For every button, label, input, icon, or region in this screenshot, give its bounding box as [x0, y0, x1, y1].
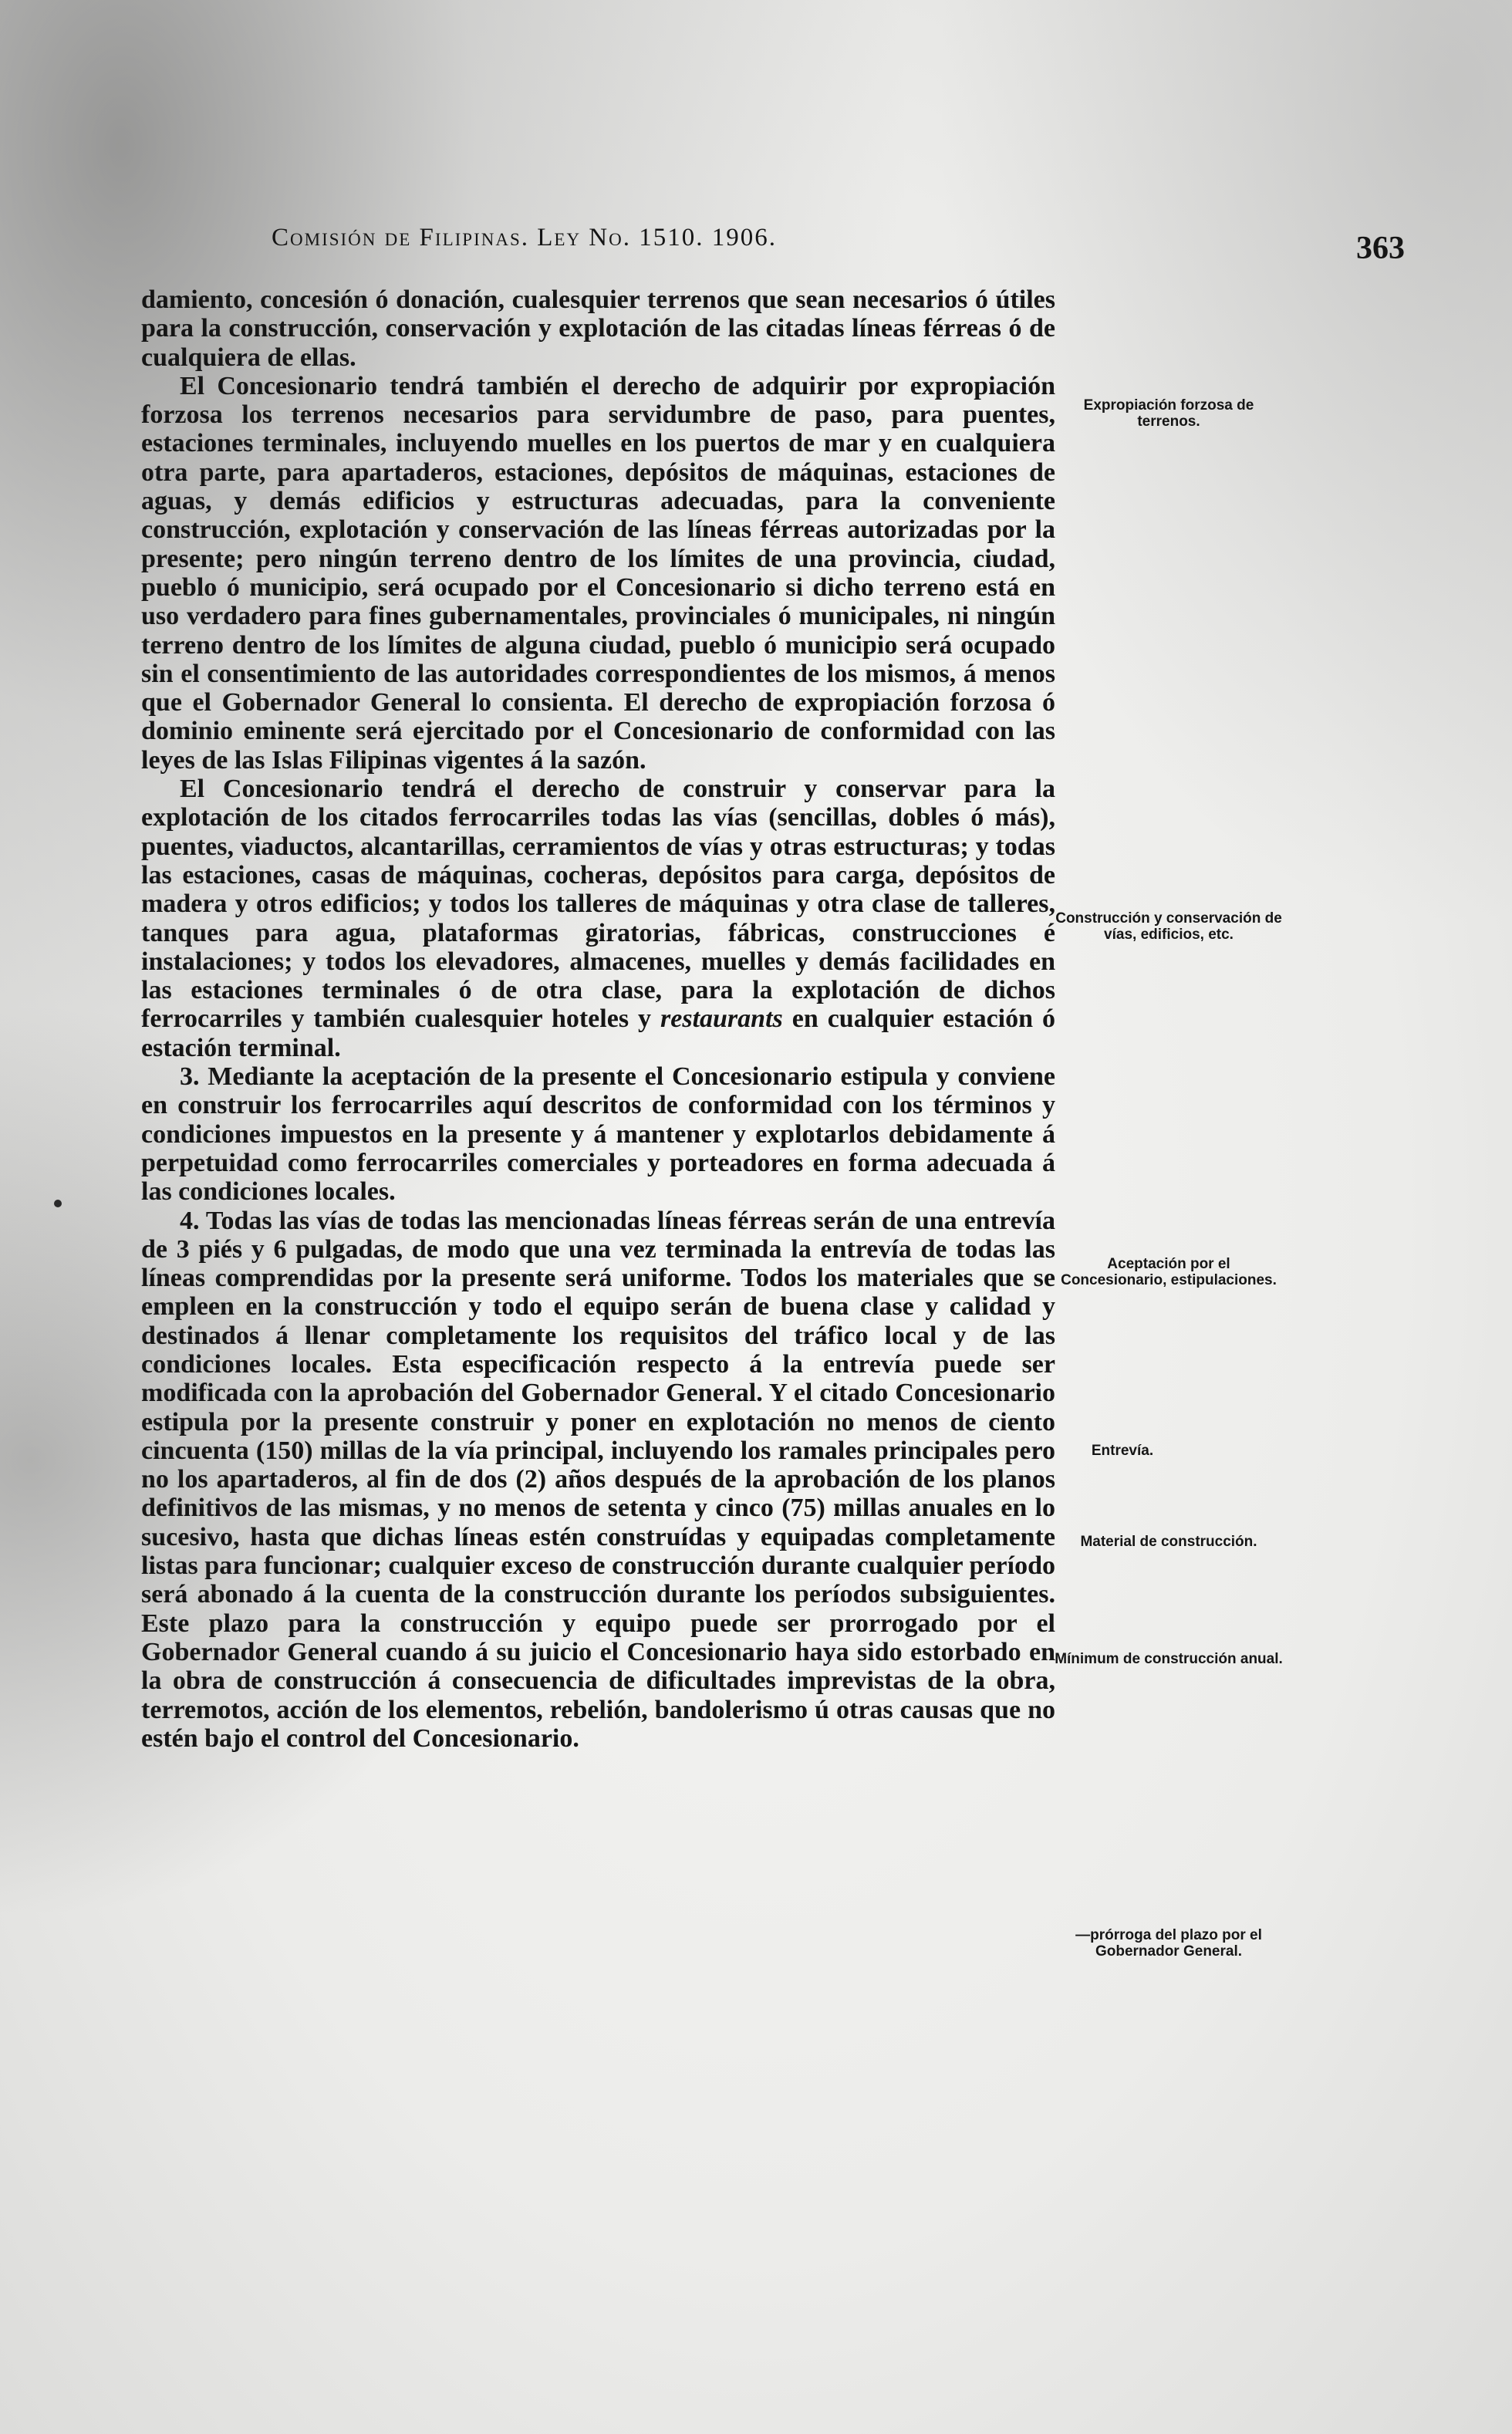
- margin-note-acceptance: Aceptación por el Concesionario, estipulaciones.: [1061, 1256, 1277, 1288]
- paragraph-construction: [141, 775, 1055, 1062]
- paragraph-section-4: 4. Todas las vías de todas las mencionadas líneas férreas serán de una entrevía de 3 piés y 6 pulgadas, de modo que una vez terminada la entrevía de todas las líneas comprendidas por la presente será uniforme. Todos los materiales que se empleen en la construcción y todo el equipo serán de buena clase y calidad y destinados á llenar completamente los requisitos del tráfico local y de las condiciones locales. Esta especificación respecto á la entrevía puede ser modificada con la aprobación del Gobernador General. Y el citado Concesionario estipula por la presente construir y poner en explotación no menos de ciento cincuenta (150) millas de la vía principal, incluyendo los ramales principales pero no los apartaderos, al fin de dos (2) años después de la aprobación de los planos definitivos de las mismas, y no menos de setenta y cinco (75) millas anuales en lo sucesivo, hasta que dichas líneas estén construídas y equipadas completamente listas para funcionar; cualquier exceso de construcción durante cualquier período será abonado á la cuenta de la construcción durante los períodos subsiguientes. Este plazo para la construcción y equipo puede ser prorrogado por el Gobernador General cuando á su juicio el Concesionario haya sido estorbado en la obra de construcción á consecuencia de dificultades imprevistas de la obra, terremotos, acción de los elementos, rebelión, bandolerismo ú otras causas que no estén bajo el control del Concesionario.: [141, 1206, 1055, 1753]
- margin-note-minimum: Mínimum de construcción anual.: [1055, 1651, 1283, 1667]
- paragraph-construction-text: El Concesionario tendrá el derecho de construir y conservar para la explotación de los citados ferrocarriles todas las vías (sencillas, dobles ó más), puentes, viaductos, alcantarillas, cerramientos de vías y otras estructuras; y todas las estaciones, casas de máquinas, cocheras, depósitos para carga, depósitos de madera y otros edificios; y todos los talleres de máquinas y otra clase de talleres, tanques para agua, plataformas giratorias, fábricas, construcciones é instalaciones; y todos los elevadores, almacenes, muelles y demás facilidades en las estaciones terminales ó de otra clase, para la explotación de dichos ferrocarriles y también cualesquier hoteles y: [141, 775, 1055, 1034]
- running-header: Comisión de Filipinas. Ley No. 1510. 1906.: [272, 224, 778, 252]
- italic-restaurants: restaurants: [660, 1004, 783, 1034]
- ink-speck: [54, 1200, 62, 1207]
- paragraph-construction-end: en cualquier estación ó estación terminal.: [141, 1004, 1056, 1062]
- paragraph-expropriation: El Concesionario tendrá también el derecho de adquirir por expropiación forzosa los terrenos necesarios para servidumbre de paso, para puentes, estaciones terminales, incluyendo muelles en los puertos de mar y en cualquiera otra parte, para apartaderos, estaciones, depósitos de máquinas, estaciones de aguas, y demás edificios y estructuras adecuadas, para la conveniente construcción, explotación y conservación de las líneas férreas autorizadas por la presente; pero ningún terreno dentro de los límites de una provincia, ciudad, pueblo ó municipio, será ocupado por el Concesionario si dicho terreno está en uso verdadero para fines gubernamentales, provinciales ó municipales, ni ningún terreno dentro de los límites de alguna ciudad, pueblo ó municipio será ocupado sin el consentimiento de las autoridades correspondientes de los mismos, á menos que el Gobernador General lo consienta. El derecho de expropiación forzosa ó dominio eminente será ejercitado por el Concesionario de conformidad con las leyes de las Islas Filipinas vigentes á la sazón.: [141, 371, 1055, 775]
- margin-note-construction: Construcción y conservación de vías, edificios, etc.: [1055, 910, 1282, 943]
- paragraph-section-3: 3. Mediante la aceptación de la presente el Concesionario estipula y conviene en construir los ferrocarriles aquí descritos de conformidad con los términos y condiciones impuestos en la presente y á mantener y explotarlos debidamente á perpetuidad como ferrocarriles comerciales y porteadores en forma adecuada á las condiciones locales.: [141, 1062, 1055, 1207]
- body-text: [141, 285, 1055, 1753]
- margin-note-material: Material de construcción.: [1080, 1534, 1257, 1550]
- paragraph-continuation: damiento, concesión ó donación, cualesquier terrenos que sean necesarios ó útiles para la construcción, conservación y explotación de las citadas líneas férreas ó de cualquiera de ellas.: [141, 285, 1055, 372]
- page-number: 363: [1356, 231, 1405, 266]
- margin-note-extension: —prórroga del plazo por el Gobernador General.: [1075, 1927, 1262, 1960]
- margin-note-gauge: Entrevía.: [1091, 1443, 1154, 1459]
- margin-note-expropriation: Expropiación forzosa de terrenos.: [1083, 397, 1254, 430]
